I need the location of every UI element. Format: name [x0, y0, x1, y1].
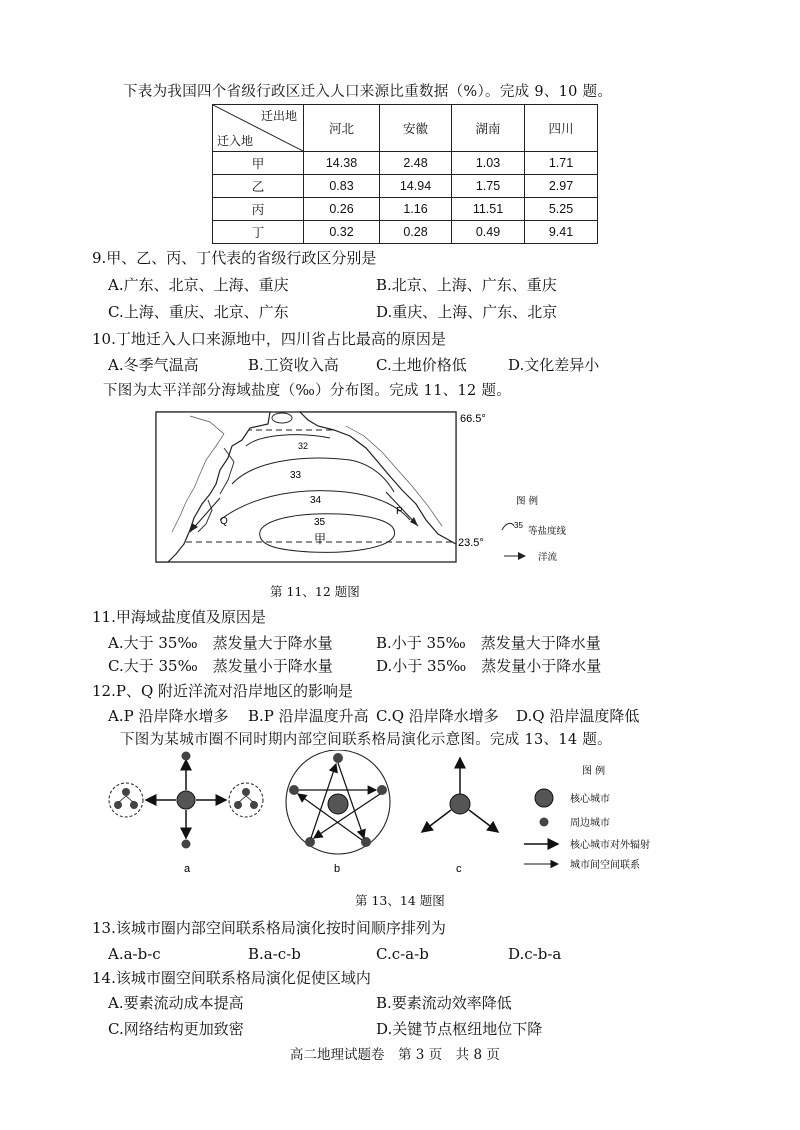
iso-35-label: 35: [314, 517, 326, 528]
diagram-intro: 下图为某城市圈不同时期内部空间联系格局演化示意图。完成 13、14 题。: [120, 732, 612, 748]
row-label: 乙: [213, 175, 304, 198]
table-cell: 1.71: [525, 152, 598, 175]
table-row: [213, 221, 598, 244]
q10-option-a: A.冬季气温高: [108, 356, 199, 374]
q11-option-a: A.大于 35‰ 蒸发量大于降水量: [108, 634, 333, 652]
legend-isohaline-label: 等盐度线: [528, 526, 567, 537]
q13-option-c: C.c-a-b: [376, 945, 429, 963]
legend-core-label: 核心城市: [570, 794, 610, 805]
legend-peripheral-icon: [540, 818, 549, 827]
column-header: 安徽: [380, 105, 452, 152]
q12-option-c: C.Q 沿岸降水增多: [376, 707, 499, 725]
sea-jia-label: 甲: [314, 532, 327, 546]
header-out-label: 迁出地: [260, 109, 297, 123]
lat-23-label: 23.5°: [458, 537, 484, 549]
table-cell: 5.25: [525, 198, 598, 221]
column-header: 河北: [304, 105, 380, 152]
core-city: [177, 791, 195, 809]
q9-stem: 9.甲、乙、丙、丁代表的省级行政区分别是: [92, 249, 377, 267]
table-intro: 下表为我国四个省级行政区迁入人口来源比重数据（%）。完成 9、10 题。: [123, 84, 613, 100]
iso-34-label: 34: [310, 495, 322, 506]
legend-iso-number: 35: [514, 521, 523, 530]
q12-stem: 12.P、Q 附近洋流对沿岸地区的影响是: [92, 682, 354, 700]
pattern-a-label: a: [184, 863, 191, 875]
table-row: [213, 175, 598, 198]
row-label: 甲: [213, 152, 304, 175]
q10-option-d: D.文化差异小: [508, 356, 600, 374]
table-cell: 9.41: [525, 221, 598, 244]
table-cell: 0.28: [380, 221, 452, 244]
table-cell: 2.97: [525, 175, 598, 198]
table-cell: 1.16: [380, 198, 452, 221]
core-city: [450, 794, 470, 814]
city-network-diagram: [104, 750, 704, 880]
q9-option-c: C.上海、重庆、北京、广东: [108, 303, 289, 321]
q10-option-b: B.工资收入高: [248, 356, 339, 374]
pattern-b-label: b: [334, 863, 341, 875]
migration-table: [212, 104, 598, 244]
table-corner-cell: [213, 105, 304, 152]
q14-option-d: D.关键节点枢纽地位下降: [376, 1020, 543, 1038]
table-cell: 14.38: [304, 152, 380, 175]
map-legend-title: 图 例: [516, 496, 539, 507]
salinity-map: [150, 408, 570, 568]
iso-32-label: 32: [298, 441, 309, 451]
table-header-row: [213, 105, 598, 152]
q10-option-c: C.土地价格低: [376, 356, 467, 374]
map-caption: 第 11、12 题图: [270, 584, 360, 599]
peripheral-city: [182, 840, 191, 849]
legend-peripheral-label: 周边城市: [570, 818, 610, 829]
q11-option-d: D.小于 35‰ 蒸发量小于降水量: [376, 657, 602, 675]
q14-stem: 14.该城市圈空间联系格局演化促使区域内: [92, 969, 371, 987]
table-cell: 0.32: [304, 221, 380, 244]
column-header: 湖南: [452, 105, 525, 152]
table-cell: 0.83: [304, 175, 380, 198]
map-intro: 下图为太平洋部分海域盐度（‰）分布图。完成 11、12 题。: [103, 383, 512, 399]
table-row: [213, 152, 598, 175]
current-q-label: Q: [220, 516, 228, 527]
q9-option-b: B.北京、上海、广东、重庆: [376, 276, 557, 294]
q12-option-b: B.P 沿岸温度升高: [248, 707, 369, 725]
q9-option-d: D.重庆、上海、广东、北京: [376, 303, 558, 321]
pattern-c-label: c: [456, 863, 462, 875]
legend-current-label: 洋流: [538, 552, 558, 563]
column-header: 四川: [525, 105, 598, 152]
peripheral-city: [182, 752, 191, 761]
q14-option-b: B.要素流动效率降低: [376, 994, 512, 1012]
legend-link-label: 城市间空间联系: [570, 860, 640, 871]
table-cell: 2.48: [380, 152, 452, 175]
q11-option-c: C.大于 35‰ 蒸发量小于降水量: [108, 657, 333, 675]
table-cell: 14.94: [380, 175, 452, 198]
row-label: 丁: [213, 221, 304, 244]
table-row: [213, 198, 598, 221]
legend-core-icon: [535, 789, 553, 807]
pattern-a: [109, 752, 263, 876]
legend-radiation-label: 核心城市对外辐射: [570, 840, 650, 851]
pattern-c: [422, 758, 498, 875]
q10-stem: 10.丁地迁入人口来源地中，四川省占比最高的原因是: [92, 330, 446, 348]
legend-isohaline-icon: [502, 523, 514, 530]
diagram-caption: 第 13、14 题图: [355, 893, 445, 908]
q9-option-a: A.广东、北京、上海、重庆: [108, 276, 289, 294]
q13-stem: 13.该城市圈内部空间联系格局演化按时间顺序排列为: [92, 919, 446, 937]
q11-stem: 11.甲海域盐度值及原因是: [92, 608, 266, 626]
table-cell: 0.26: [304, 198, 380, 221]
q13-option-a: A.a-b-c: [108, 945, 161, 963]
q11-option-b: B.小于 35‰ 蒸发量大于降水量: [376, 634, 601, 652]
diagram-legend-title: 图 例: [582, 766, 606, 777]
table-cell: 1.75: [452, 175, 525, 198]
lat-66-label: 66.5°: [460, 413, 486, 425]
row-label: 丙: [213, 198, 304, 221]
q12-option-d: D.Q 沿岸温度降低: [516, 707, 640, 725]
q13-option-d: D.c-b-a: [508, 945, 562, 963]
current-p-label: P: [396, 506, 403, 517]
page-footer: 高二地理试题卷 第 3 页 共 8 页: [290, 1047, 500, 1063]
q14-option-c: C.网络结构更加致密: [108, 1020, 244, 1038]
header-in-label: 迁入地: [217, 134, 254, 148]
table-cell: 1.03: [452, 152, 525, 175]
q14-option-a: A.要素流动成本提高: [108, 994, 244, 1012]
table-cell: 0.49: [452, 221, 525, 244]
core-city: [328, 794, 348, 814]
diagram-legend: [524, 764, 650, 871]
table-cell: 11.51: [452, 198, 525, 221]
q12-option-a: A.P 沿岸降水增多: [108, 707, 229, 725]
legend-current-arrowhead: [518, 552, 526, 560]
q13-option-b: B.a-c-b: [248, 945, 301, 963]
bering-strait: [272, 413, 292, 423]
pattern-b: [286, 750, 390, 875]
iso-33-label: 33: [290, 470, 302, 481]
